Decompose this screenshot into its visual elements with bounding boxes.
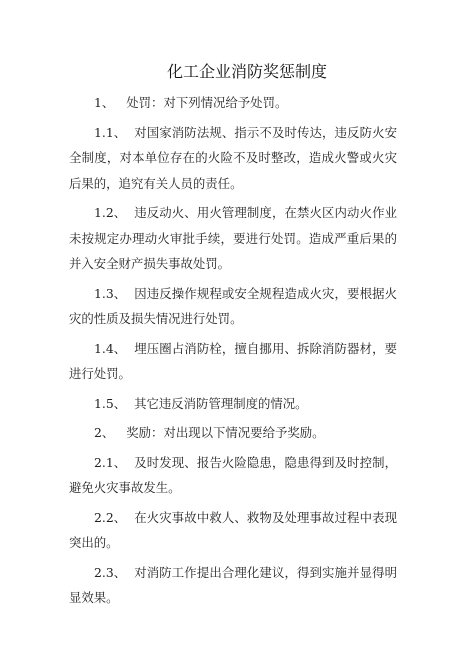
paragraph-1-3	[69, 281, 397, 332]
paragraph-2	[69, 420, 397, 446]
document-page	[69, 60, 397, 615]
document-title: 化工企业消防奖惩制度	[166, 62, 327, 81]
paragraph-number: 1.1、	[94, 124, 127, 140]
paragraph-text: 埋压圈占消防栓，擅自挪用、拆除消防器材，要进行处罚。	[69, 340, 397, 381]
paragraph-text: 处罚：对下列情况给予处罚。	[126, 95, 288, 110]
paragraph-text: 因违反操作规程或安全规程造成火灾，要根据火灾的性质及损失情况进行处罚。	[69, 285, 397, 326]
paragraph-number: 1.3、	[94, 285, 127, 301]
paragraph-text: 其它违反消防管理制度的情况。	[134, 395, 308, 411]
paragraph-1-5	[69, 391, 397, 417]
paragraph-number: 2.1、	[94, 454, 127, 470]
paragraph-1	[69, 90, 397, 116]
paragraph-text: 对消防工作提出合理化建议，得到实施并显得明显效果。	[69, 564, 397, 605]
paragraph-2-1	[69, 450, 397, 501]
paragraph-text: 奖励：对出现以下情况要给予奖励。	[126, 425, 325, 440]
paragraph-number: 1、	[94, 95, 115, 110]
paragraph-2-2	[69, 505, 397, 556]
paragraph-1-4	[69, 336, 397, 387]
paragraph-1-1	[69, 120, 397, 197]
paragraph-number: 2、	[94, 425, 115, 440]
paragraph-number: 1.2、	[94, 205, 127, 220]
paragraph-text: 在火灾事故中救人、救物及处理事故过程中表现突出的。	[69, 509, 397, 550]
paragraph-number: 1.4、	[94, 340, 127, 356]
paragraph-number: 1.5、	[94, 395, 127, 411]
paragraph-text: 违反动火、用火管理制度，在禁火区内动火作业未按规定办理动火审批手续，要进行处罚。造成严重后果的并入安全财产损失事故处罚。	[69, 205, 397, 271]
paragraph-text: 及时发现、报告火险隐患，隐患得到及时控制，避免火灾事故发生。	[69, 454, 397, 495]
paragraph-text: 对国家消防法规、指示不及时传达，违反防火安全制度，对本单位存在的火险不及时整改，造成火警或火灾后果的，追究有关人员的责任。	[69, 124, 397, 191]
paragraph-1-2	[69, 200, 397, 277]
paragraph-number: 2.2、	[94, 509, 127, 525]
paragraph-number: 2.3、	[94, 564, 127, 580]
paragraph-2-3	[69, 560, 397, 611]
